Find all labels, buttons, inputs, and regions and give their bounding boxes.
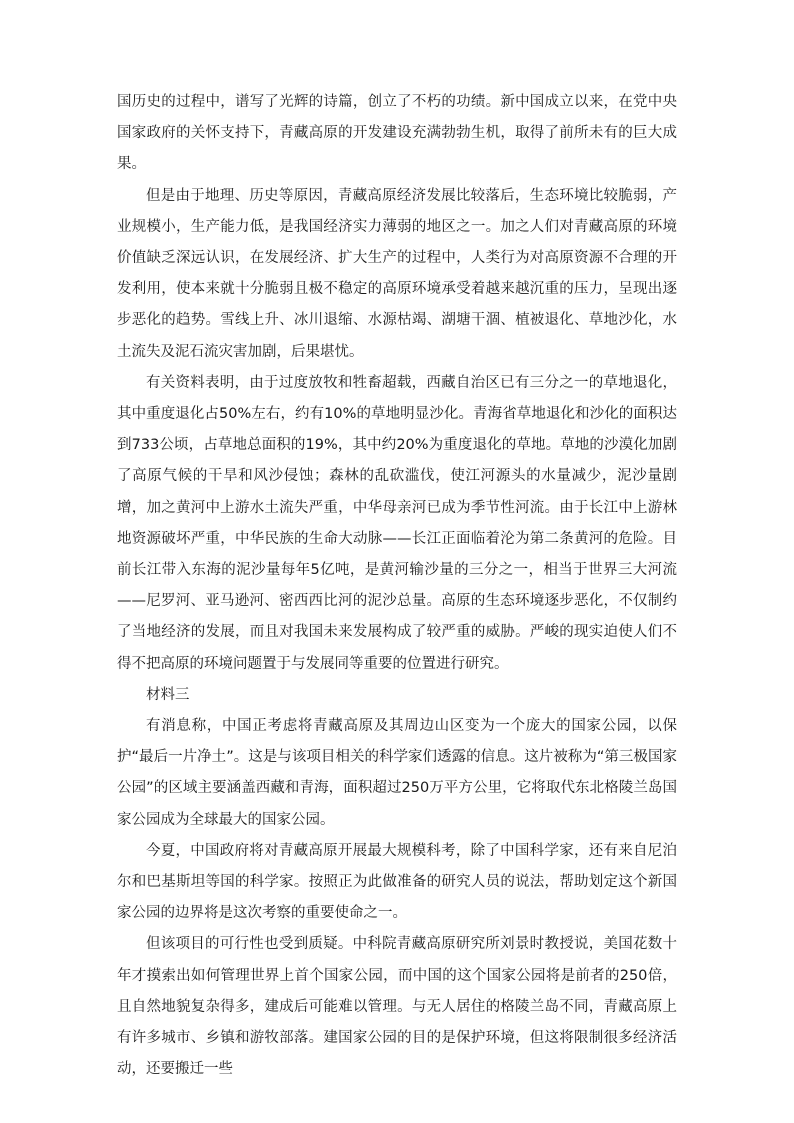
paragraph-scientific-survey: 今夏，中国政府将对青藏高原开展最大规模科考，除了中国科学家，还有来自尼泊尔和巴基斯坦等国的科学家。按照正为此做准备的研究人员的说法，帮助划定这个新国家公园的边界将是这次考察的重要使命之一。 [117,842,677,922]
section-heading-material-three: 材料三 [146,686,190,703]
document-page [117,87,677,1086]
paragraph-national-park-news: 有消息称，中国正考虑将青藏高原及其周边山区变为一个庞大的国家公园，以保护“最后一片净土”。这是与该项目相关的科学家们透露的信息。这片被称为“第三极国家公园”的区域主要涵盖西藏和青海，面积超过250万平方公里，它将取代东北格陵兰岛国家公园成为全球最大的国家公园。 [117,718,677,828]
paragraph-continuation: 国历史的过程中，谱写了光辉的诗篇，创立了不朽的功绩。新中国成立以来，在党中央国家政府的关怀支持下，青藏高原的开发建设充满勃勃生机，取得了前所未有的巨大成果。 [117,94,677,173]
paragraph-grassland-data: 有关资料表明，由于过度放牧和牲畜超载，西藏自治区已有三分之一的草地退化，其中重度退化占50%左右，约有10%的草地明显沙化。青海省草地退化和沙化的面积达到733公顷，占草地总面积的19%，其中约20%为重度退化的草地。草地的沙漠化加剧了高原气候的干旱和风沙侵蚀；森林的乱砍滥伐，使江河源头的水量减少，泥沙量剧增，加之黄河中上游水土流失严重，中华母亲河已成为季节性河流。由于长江中上游林地资源破坏严重，中华民族的生命大动脉——长江正面临着沦为第二条黄河的危险。目前长江带入东海的泥沙量每年5亿吨，是黄河输沙量的三分之一，相当于世界三大河流——尼罗河、亚马逊河、密西西比河的泥沙总量。高原的生态环境逐步恶化，不仅制约了当地经济的发展，而且对我国未来发展构成了较严重的威胁。严峻的现实迫使人们不得不把高原的环境问题置于与发展同等重要的位置进行研究。 [117,374,677,672]
paragraph-ecology-background: 但是由于地理、历史等原因，青藏高原经济发展比较落后，生态环境比较脆弱，产业规模小，生产能力低，是我国经济实力薄弱的地区之一。加之人们对青藏高原的环境价值缺乏深远认识，在发展经济、扩大生产的过程中，人类行为对高原资源不合理的开发利用，使本来就十分脆弱且极不稳定的高原环境承受着越来越沉重的压力，呈现出逐步恶化的趋势。雪线上升、冰川退缩、水源枯竭、湖塘干涸、植被退化、草地沙化，水土流失及泥石流灾害加剧，后果堪忧。 [117,187,677,360]
paragraph-feasibility-doubts: 但该项目的可行性也受到质疑。中科院青藏高原研究所刘景时教授说，美国花数十年才摸索出如何管理世界上首个国家公园，而中国的这个国家公园将是前者的250倍，且自然地貌复杂得多，建成后可能难以管理。与无人居住的格陵兰岛不同，青藏高原上有许多城市、乡镇和游牧部落。建国家公园的目的是保护环境，但这将限制很多经济活动，还要搬迁一些 [117,936,677,1078]
